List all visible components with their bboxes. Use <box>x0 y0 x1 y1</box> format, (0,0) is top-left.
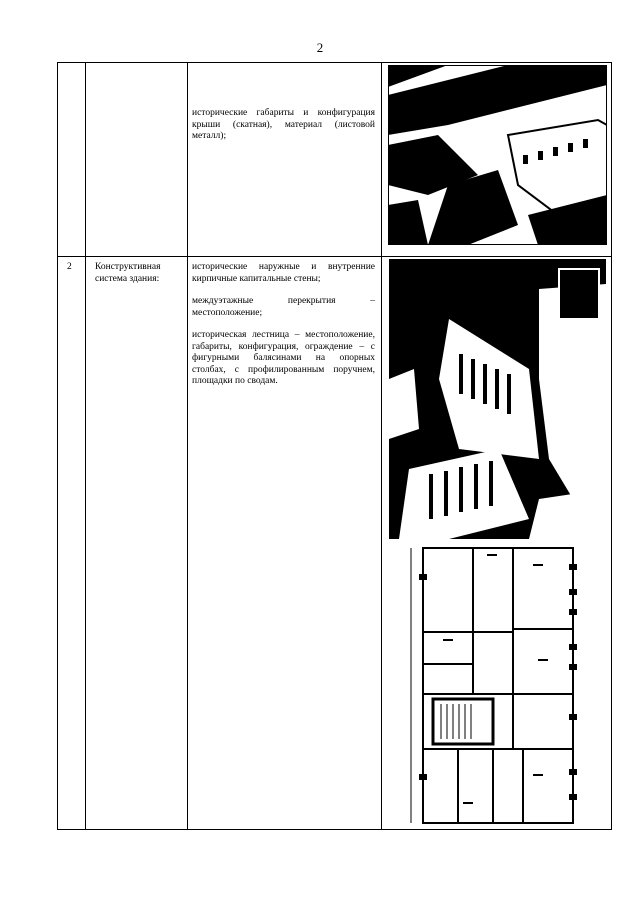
row-number: 2 <box>67 262 72 272</box>
feature-item: исторические габариты и конфигурация крыши (скатная), материал (листовой металл); <box>192 108 375 141</box>
page-number: 2 <box>316 40 324 55</box>
row-divider <box>58 256 611 257</box>
feature-item: исторические наружные и внутренние кирпичные капитальные стены; <box>192 262 375 284</box>
column-divider <box>187 63 188 829</box>
feature-list <box>192 262 375 399</box>
aerial-roof-photo-graphic <box>388 65 607 245</box>
floor-plan-graphic <box>403 544 583 827</box>
element-name: Конструктивная система здания: <box>95 262 161 284</box>
staircase-photo <box>389 259 606 539</box>
object-table <box>57 62 612 830</box>
staircase-photo-graphic <box>389 259 606 539</box>
column-divider <box>381 63 382 829</box>
aerial-roof-photo <box>388 65 607 245</box>
feature-list <box>192 108 375 154</box>
feature-item: историческая лестница – местоположение, габариты, конфигурация, ограждение – с фигурными балясинами на опорных столбах, с профилированным поручнем, площадки по сводам. <box>192 330 375 386</box>
feature-item: междуэтажные перекрытия – местоположение; <box>192 296 375 318</box>
column-divider <box>85 63 86 829</box>
floor-plan <box>403 544 583 827</box>
